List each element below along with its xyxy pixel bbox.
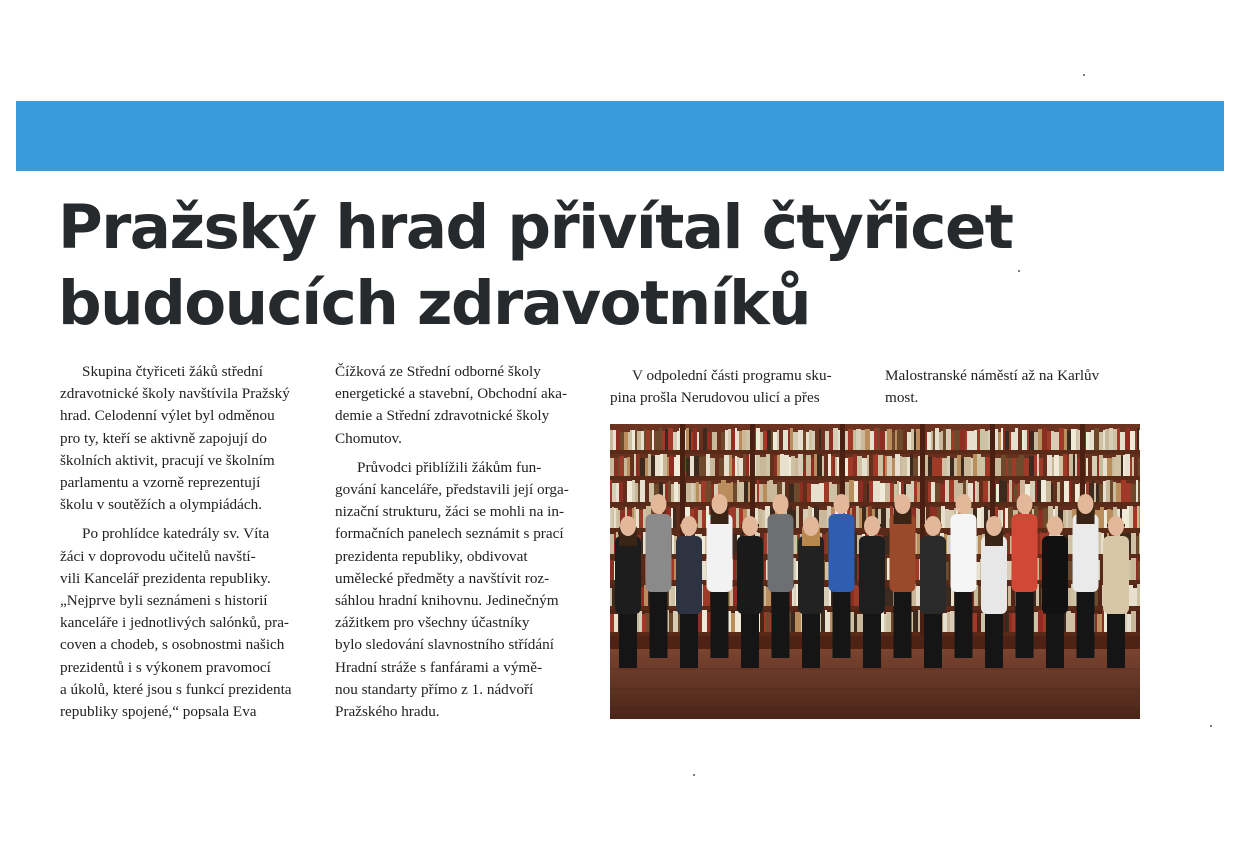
text-line: Pražského hradu. bbox=[335, 703, 440, 721]
text-line: pina prošla Nerudovou ulicí a přes bbox=[610, 389, 820, 407]
text-line: Chomutov. bbox=[335, 429, 402, 447]
text-line: školu v soutěžích a olympiádách. bbox=[60, 496, 263, 514]
text-line: energetické a stavební, Obchodní aka- bbox=[335, 385, 568, 403]
text-line: bylo sledování slavnostního střídání bbox=[335, 636, 554, 654]
text-line: Skupina čtyřiceti žáků střední bbox=[82, 363, 263, 380]
text-line: nou standarty přímo z 1. nádvoří bbox=[335, 680, 534, 698]
text-line: žáci v doprovodu učitelů navští- bbox=[60, 547, 256, 565]
header-accent-bar bbox=[16, 101, 1224, 171]
group-photo-illustration bbox=[610, 424, 1140, 719]
article-column-4 bbox=[885, 365, 1147, 409]
text-line: sáhlou hradní knihovnu. Jedinečným bbox=[335, 592, 559, 610]
text-line: Malostranské náměstí až na Karlův bbox=[885, 367, 1100, 384]
text-line: prezidentů i s výkonem pravomocí bbox=[60, 658, 271, 676]
text-line: Po prohlídce katedrály sv. Víta bbox=[82, 525, 270, 543]
text-line: pro ty, kteří se aktivně zapojují do bbox=[60, 429, 267, 447]
text-line: most. bbox=[885, 389, 919, 407]
text-line: školních aktivit, pracují ve školním bbox=[60, 451, 275, 469]
text-line: demie a Střední zdravotnické školy bbox=[335, 407, 550, 425]
headline bbox=[58, 190, 1058, 342]
text-line: gování kanceláře, představili její orga- bbox=[335, 481, 569, 499]
text-line: prezidenta republiky, obdivovat bbox=[335, 547, 528, 565]
text-line: nizační strukturu, žáci se mohli na in- bbox=[335, 503, 565, 521]
text-line: zdravotnické školy navštívila Pražský bbox=[60, 385, 290, 403]
text-line: Čížková ze Střední odborné školy bbox=[335, 363, 541, 380]
text-line: V odpolední části programu sku- bbox=[632, 367, 832, 384]
text-line: „Nejprve byli seznámeni s historií bbox=[60, 592, 268, 610]
text-line: formačních panelech seznámit s prací bbox=[335, 525, 564, 543]
headline-line-1: Pražský hrad přivítal čtyřicet bbox=[58, 192, 1013, 263]
article-column-3 bbox=[610, 365, 872, 409]
text-line: vili Kancelář prezidenta republiky. bbox=[60, 569, 271, 587]
group-photo bbox=[610, 424, 1140, 719]
article-column-1 bbox=[60, 361, 322, 723]
text-line: umělecké předměty a navštívit roz- bbox=[335, 569, 550, 587]
text-line: Hradní stráže s fanfárami a výmě- bbox=[335, 658, 543, 676]
text-line: Průvodci přiblížili žákům fun- bbox=[357, 458, 542, 476]
text-line: coven a chodeb, s osobnostmi našich bbox=[60, 636, 285, 654]
text-line: parlamentu a vzorně reprezentují bbox=[60, 474, 261, 492]
text-line: republiky spojené,“ popsala Eva bbox=[60, 703, 257, 721]
text-line: hrad. Celodenní výlet byl odměnou bbox=[60, 407, 275, 425]
text-line: zážitkem pro všechny účastníky bbox=[335, 614, 530, 632]
article-column-2 bbox=[335, 361, 597, 723]
headline-line-2: budoucích zdravotníků bbox=[58, 268, 811, 339]
text-line: kanceláře i jednotlivých salónků, pra- bbox=[60, 614, 289, 632]
text-line: a úkolů, které jsou s funkcí prezidenta bbox=[60, 680, 292, 698]
